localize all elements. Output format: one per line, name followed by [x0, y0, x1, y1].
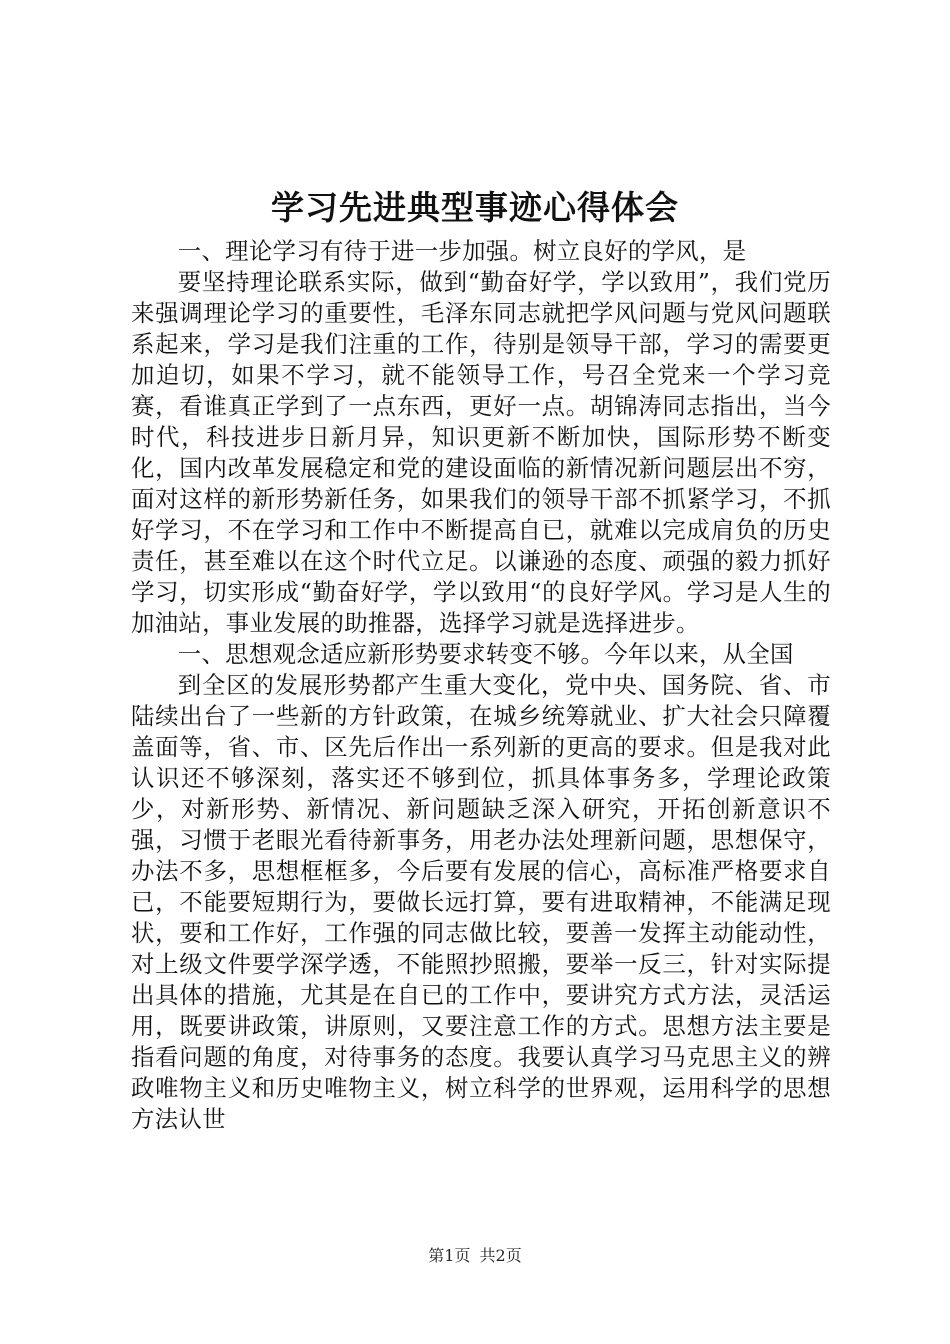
paragraph: 一、思想观念适应新形势要求转变不够。今年以来，从全国 [177, 640, 794, 668]
document-body [131, 236, 831, 1135]
page-total: 共2页 [479, 1246, 522, 1265]
document-title: 学习先进典型事迹心得体会 [271, 188, 679, 227]
paragraph: 到全区的发展形势都产生重大变化，党中央、国务院、省、市陆续出台了一些新的方针政策，在城乡统筹就业、扩大社会只障覆盖面等，省、市、区先后作出一系列新的更高的要求。但是我对此认识还不够深刻，落实还不够到位，抓具体事务多，学理论政策少，对新形势、新情况、新问题缺乏深入研究，开拓创新意识不强，习惯于老眼光看待新事务，用老办法处理新问题，思想保守，办法不多，思想框框多，今后要有发展的信心，高标准严格要求自已，不能要短期行为，要做长远打算，要有进取精神，不能满足现状，要和工作好，工作强的同志做比较，要善一发挥主动能动性，对上级文件要学深学透，不能照抄照搬，要举一反三，针对实际提出具体的措施，尤其是在自已的工作中，要讲究方式方法，灵活运用，既要讲政策，讲原则，又要注意工作的方式。思想方法主要是指看问题的角度，对待事务的态度。我要认真学习马克思主义的辨政唯物主义和历史唯物主义，树立科学的世界观，运用科学的思想方法认世 [131, 671, 831, 1133]
paragraph: 要坚持理论联系实际，做到“勤奋好学，学以致用”，我们党历来强调理论学习的重要性，毛泽东同志就把学风问题与党风问题联系起来，学习是我们注重的工作，待别是领导干部，学习的需要更加迫切，如果不学习，就不能领导工作，号召全党来一个学习竞赛，看谁真正学到了一点东西，更好一点。胡锦涛同志指出，当今时代，科技进步日新月异，知识更新不断加快，国际形势不断变化，国内改革发展稳定和党的建设面临的新情况新问题层出不穷，面对这样的新形势新任务，如果我们的领导干部不抓紧学习，不抓好学习，不在学习和工作中不断提高自已，就难以完成肩负的历史责任，甚至难以在这个时代立足。以谦逊的态度、顽强的毅力抓好学习，切实形成“勤奋好学，学以致用“的良好学风。学习是人生的加油站，事业发展的助推器，选择学习就是选择进步。 [131, 268, 831, 637]
paragraph: 一、理论学习有待于进一步加强。树立良好的学风，是 [177, 237, 747, 265]
page-number: 第1页 [428, 1246, 471, 1265]
page-footer [0, 1245, 950, 1267]
